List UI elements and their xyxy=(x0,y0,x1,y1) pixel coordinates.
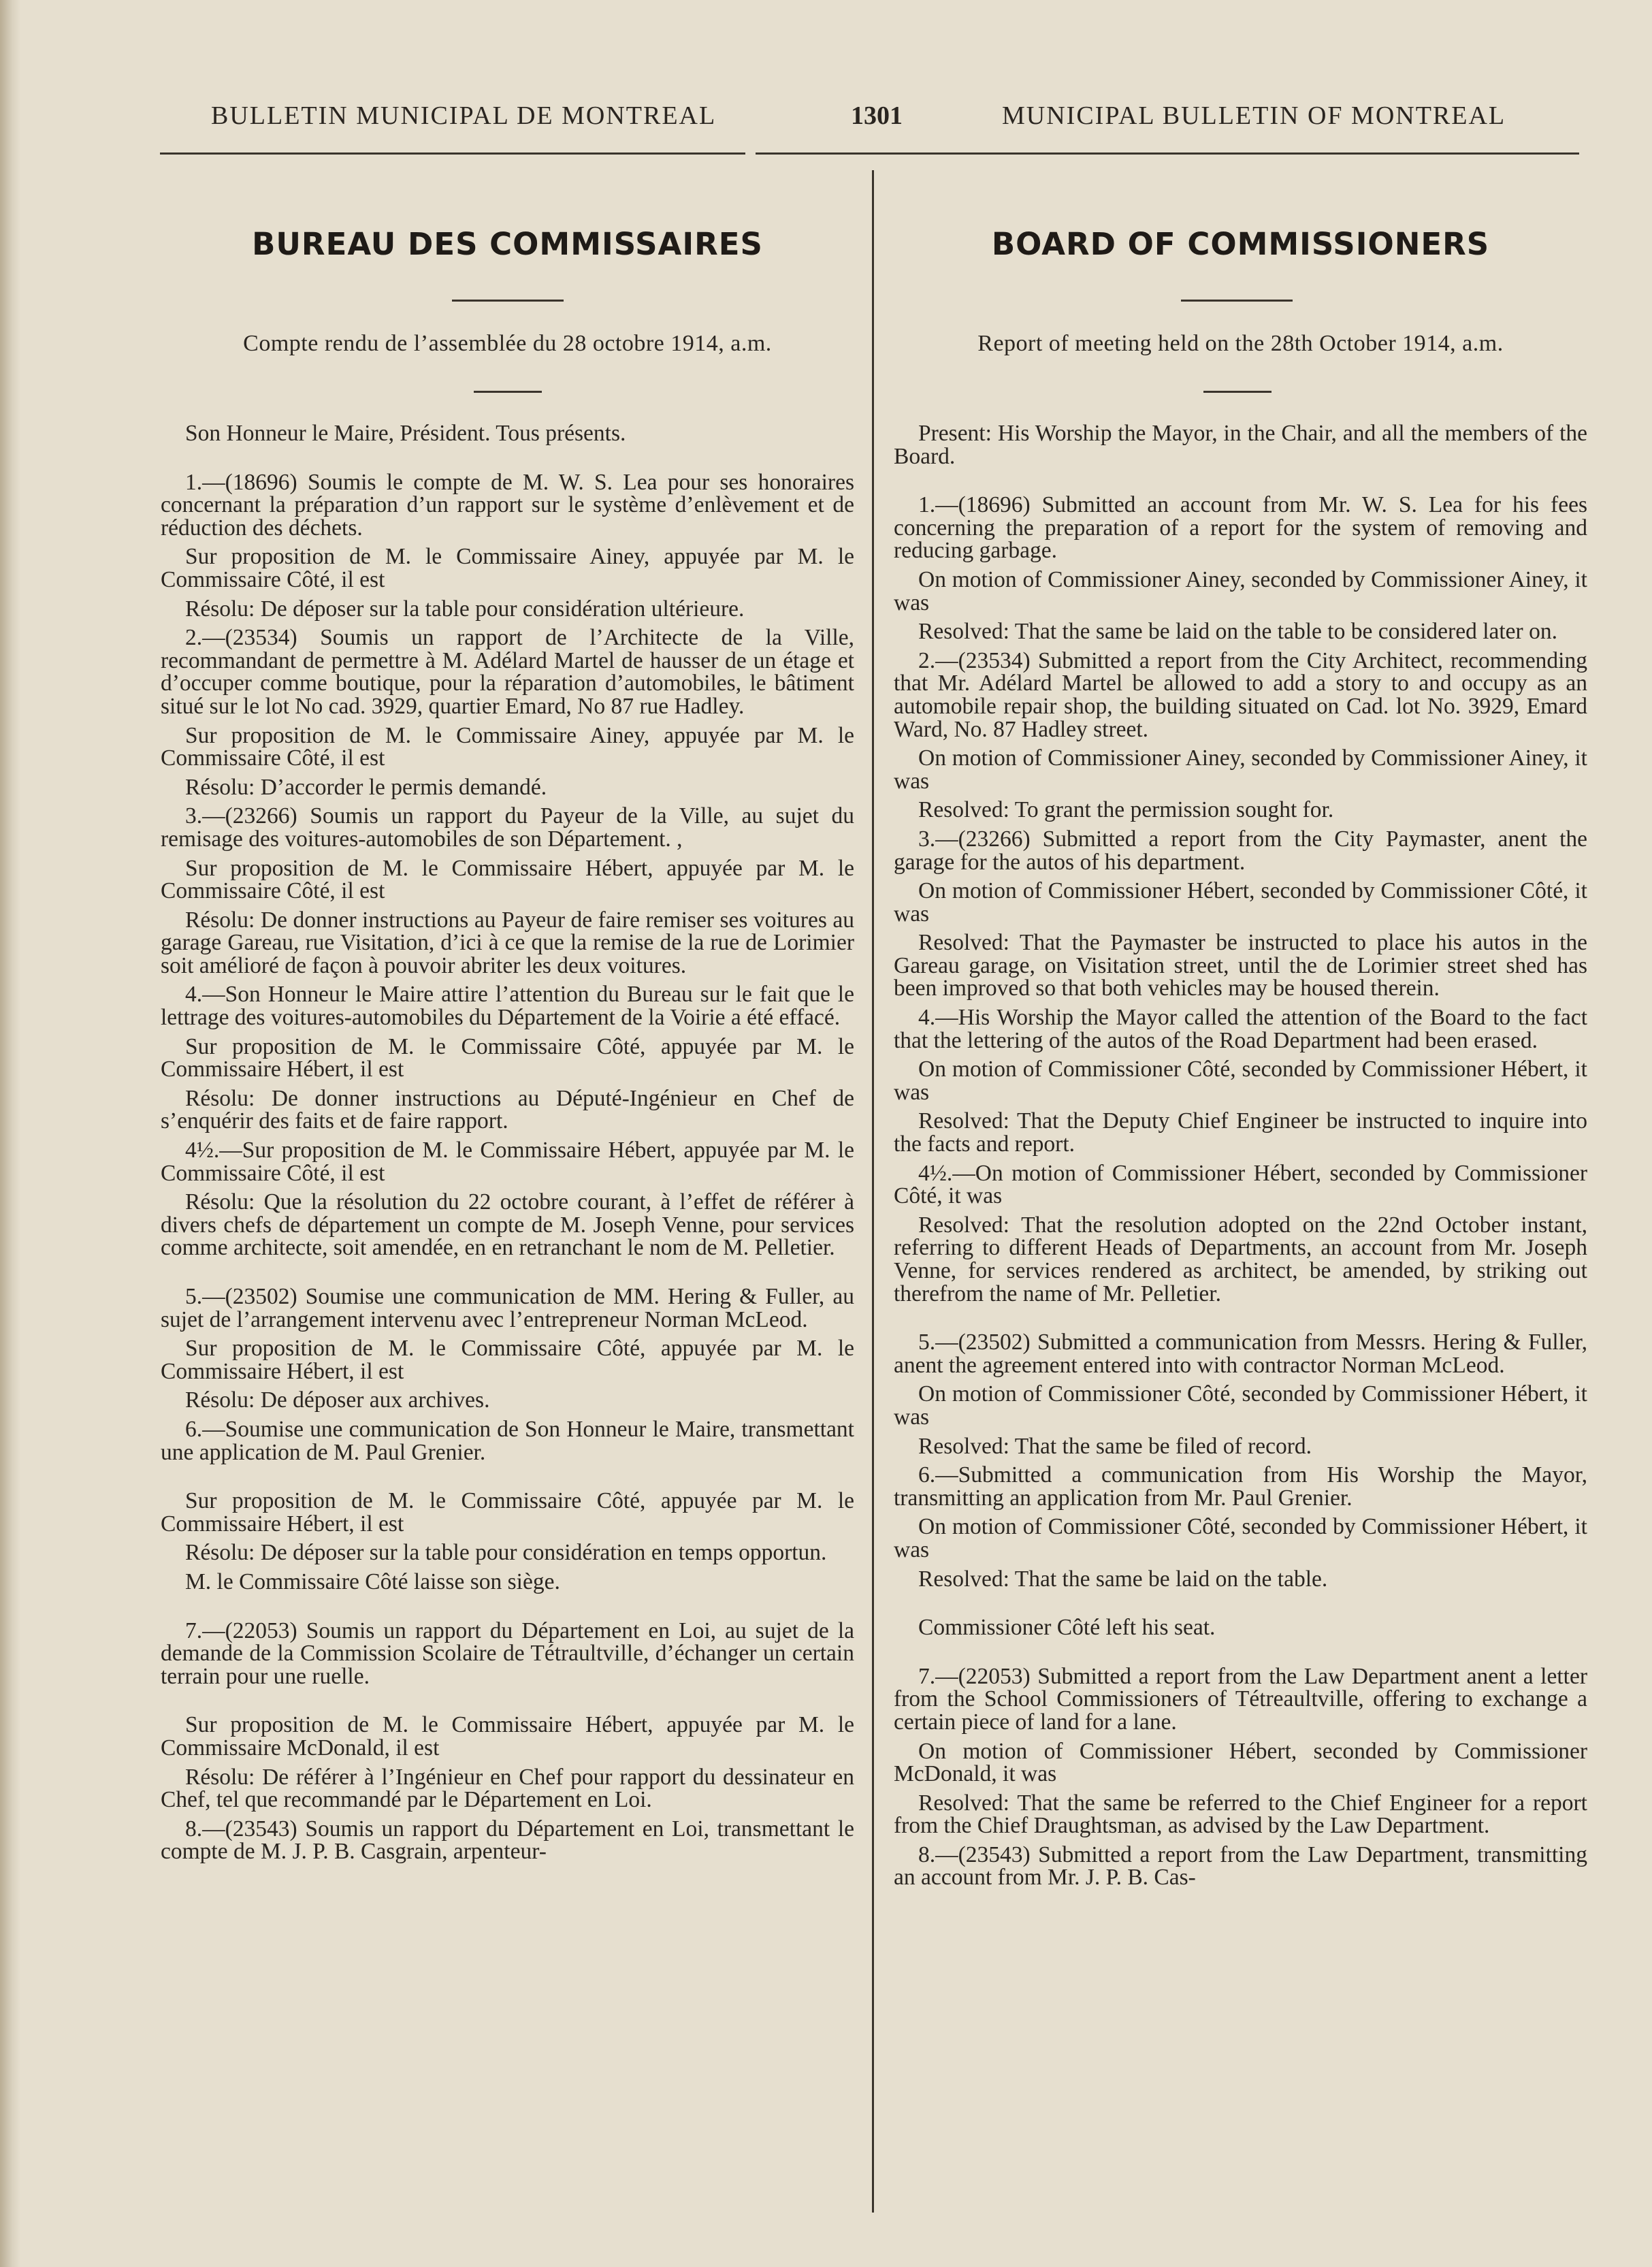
minutes-paragraph: 7.—(22053) Submitted a report from the Law Department anent a letter from the School Commissioners of Tétreaultville, offering to exchange a certain piece of land for a lane. xyxy=(894,1663,1587,1735)
minutes-paragraph: Résolu: De déposer aux archives. xyxy=(185,1387,490,1413)
minutes-paragraph: Résolu: Que la résolution du 22 octobre courant, à l’effet de référer à divers chefs de département un compte de M. Joseph Venne, pour services comme architecte, soit amendée, en en retranchant le nom de M. Pelletier. xyxy=(161,1189,854,1261)
minutes-paragraph: Resolved: That the same be referred to the Chief Engineer for a report from the Chief Draughtsman, as advised by the Law Department. xyxy=(894,1790,1587,1839)
minutes-paragraph: 5.—(23502) Soumise une communication de MM. Hering & Fuller, au sujet de l’arrangement intervenu avec l’entrepreneur Norman McLeod. xyxy=(161,1284,854,1332)
title-rule xyxy=(1181,300,1293,302)
minutes-paragraph: 5.—(23502) Submitted a communication from Messrs. Hering & Fuller, anent the agreement entered into with contractor Norman McLeod. xyxy=(894,1330,1587,1378)
header-french-title: BULLETIN MUNICIPAL DE MONTREAL xyxy=(211,101,717,130)
page-number: 1301 xyxy=(851,101,903,130)
column-divider xyxy=(872,170,874,2213)
minutes-paragraph: Sur proposition de M. le Commissaire Côté, appuyée par M. le Commissaire Hébert, il est xyxy=(161,1336,854,1384)
minutes-paragraph: On motion of Commissioner Hébert, seconded by Commissioner Côté, it was xyxy=(894,878,1587,927)
minutes-paragraph: Résolu: De référer à l’Ingénieur en Chef pour rapport du dessinateur en Chef, tel que recommandé par le Département en Loi. xyxy=(161,1764,854,1813)
minutes-paragraph: Sur proposition de M. le Commissaire Hébert, appuyée par M. le Commissaire McDonald, il est xyxy=(161,1712,854,1760)
minutes-paragraph: 1.—(18696) Soumis le compte de M. W. S. Lea pour ses honoraires concernant la préparation d’un rapport sur le système d’enlèvement et de réduction des déchets. xyxy=(161,469,854,541)
minutes-paragraph: Son Honneur le Maire, Président. Tous présents. xyxy=(185,421,626,446)
minutes-paragraph: Résolu: De donner instructions au Député-Ingénieur en Chef de s’enquérir des faits et de faire rapport. xyxy=(161,1085,854,1134)
title-rule xyxy=(452,300,564,302)
minutes-paragraph: 4½.—Sur proposition de M. le Commissaire Hébert, appuyée par M. le Commissaire Côté, il est xyxy=(161,1138,854,1186)
minutes-paragraph: 1.—(18696) Submitted an account from Mr. W. S. Lea for his fees concerning the preparation of a report for the system of removing and reducing garbage. xyxy=(894,492,1587,564)
minutes-paragraph: 4½.—On motion of Commissioner Hébert, seconded by Commissioner Côté, it was xyxy=(894,1160,1587,1209)
minutes-paragraph: Resolved: That the same be laid on the table to be considered later on. xyxy=(918,619,1557,645)
minutes-paragraph: Sur proposition de M. le Commissaire Ainey, appuyée par M. le Commissaire Côté, il est xyxy=(161,544,854,592)
minutes-paragraph: Resolved: That the resolution adopted on the 22nd October instant, referring to different Heads of Departments, an account from Mr. Joseph Venne, for services rendered as architect, be amended, by striking out therefrom the name of Mr. Pelletier. xyxy=(894,1212,1587,1306)
minutes-paragraph: On motion of Commissioner Côté, seconded by Commissioner Hébert, it was xyxy=(894,1514,1587,1562)
minutes-paragraph: 2.—(23534) Submitted a report from the City Architect, recommending that Mr. Adélard Martel be allowed to add a story to and occupy as an automobile repair shop, the building situated on Cad. lot No. 3929, Emard Ward, No. 87 Hadley street. xyxy=(894,647,1587,742)
minutes-paragraph: On motion of Commissioner Côté, seconded by Commissioner Hébert, it was xyxy=(894,1381,1587,1430)
subtitle-rule xyxy=(1203,391,1272,393)
minutes-paragraph: Résolu: D’accorder le permis demandé. xyxy=(185,774,547,800)
subtitle-rule xyxy=(474,391,542,393)
french-meeting-subtitle: Compte rendu de l’assemblée du 28 octobre 1914, a.m. xyxy=(243,331,772,356)
minutes-paragraph: Resolved: That the same be laid on the table. xyxy=(918,1566,1328,1592)
minutes-paragraph: 2.—(23534) Soumis un rapport de l’Architecte de la Ville, recommandant de permettre à M. Adélard Martel de hausser de un étage et d’occuper comme boutique, pour la réparation d’automobiles, le bâtiment situé sur le lot No cad. 3929, quartier Emard, No 87 rue Hadley. xyxy=(161,625,854,719)
english-minutes-body xyxy=(894,422,1587,1895)
minutes-paragraph: Resolved: That the same be filed of record. xyxy=(918,1433,1312,1459)
minutes-paragraph: On motion of Commissioner Ainey, seconded by Commissioner Ainey, it was xyxy=(894,745,1587,794)
minutes-paragraph: Résolu: De déposer sur la table pour considération ultérieure. xyxy=(185,596,745,622)
minutes-paragraph: Resolved: To grant the permission sought for. xyxy=(918,797,1334,823)
minutes-paragraph: Sur proposition de M. le Commissaire Côté, appuyée par M. le Commissaire Hébert, il est xyxy=(161,1488,854,1537)
minutes-paragraph: 4.—His Worship the Mayor called the attention of the Board to the fact that the lettering of the autos of the Road Department had been erased. xyxy=(894,1005,1587,1053)
minutes-paragraph: Resolved: That the Deputy Chief Engineer be instructed to inquire into the facts and report. xyxy=(894,1108,1587,1157)
header-english-title: MUNICIPAL BULLETIN OF MONTREAL xyxy=(1002,101,1506,130)
minutes-paragraph: Sur proposition de M. le Commissaire Hébert, appuyée par M. le Commissaire Côté, il est xyxy=(161,855,854,904)
page-binding-edge xyxy=(0,0,20,2267)
minutes-paragraph: Sur proposition de M. le Commissaire Côté, appuyée par M. le Commissaire Hébert, il est xyxy=(161,1033,854,1082)
english-section-title: BOARD OF COMMISSIONERS xyxy=(991,226,1490,262)
minutes-paragraph: On motion of Commissioner Côté, seconded by Commissioner Hébert, it was xyxy=(894,1057,1587,1105)
minutes-paragraph: 3.—(23266) Soumis un rapport du Payeur de la Ville, au sujet du remisage des voitures-automobiles de son Département. , xyxy=(161,803,854,852)
minutes-paragraph: Sur proposition de M. le Commissaire Ainey, appuyée par M. le Commissaire Côté, il est xyxy=(161,722,854,771)
minutes-paragraph: 6.—Soumise une communication de Son Honneur le Maire, transmettant une application de M. Paul Grenier. xyxy=(161,1416,854,1465)
french-minutes-body xyxy=(161,422,854,1869)
header-rule-right xyxy=(756,152,1579,155)
minutes-paragraph: 6.—Submitted a communication from His Worship the Mayor, transmitting an application from Mr. Paul Grenier. xyxy=(894,1462,1587,1511)
minutes-paragraph: 8.—(23543) Submitted a report from the Law Department, transmitting an account from Mr. J. P. B. Cas- xyxy=(894,1842,1587,1891)
french-section-title: BUREAU DES COMMISSAIRES xyxy=(252,226,763,262)
minutes-paragraph: On motion of Commissioner Hébert, seconded by Commissioner McDonald, it was xyxy=(894,1738,1587,1787)
minutes-paragraph: 8.—(23543) Soumis un rapport du Département en Loi, transmettant le compte de M. J. P. B. Casgrain, arpenteur- xyxy=(161,1816,854,1865)
minutes-paragraph: Résolu: De déposer sur la table pour considération en temps opportun. xyxy=(185,1540,827,1566)
minutes-paragraph: Résolu: De donner instructions au Payeur de faire remiser ses voitures au garage Gareau, rue Visitation, d’ici à ce que la remise de la rue de Lorimier soit amélioré de façon à pouvoir abriter les deux voitures. xyxy=(161,907,854,978)
minutes-paragraph: On motion of Commissioner Ainey, seconded by Commissioner Ainey, it was xyxy=(894,566,1587,615)
minutes-paragraph: Commissioner Côté left his seat. xyxy=(918,1615,1216,1641)
minutes-paragraph: Present: His Worship the Mayor, in the Chair, and all the members of the Board. xyxy=(894,421,1587,469)
minutes-paragraph: M. le Commissaire Côté laisse son siège. xyxy=(185,1569,560,1594)
minutes-paragraph: Resolved: That the Paymaster be instructed to place his autos in the Gareau garage, on Visitation street, until the de Lorimier street shed has been improved so that both vehicles may be housed therein. xyxy=(894,930,1587,1001)
minutes-paragraph: 4.—Son Honneur le Maire attire l’attention du Bureau sur le fait que le lettrage des voitures-automobiles du Département de la Voirie a été effacé. xyxy=(161,982,854,1031)
minutes-paragraph: 3.—(23266) Submitted a report from the City Paymaster, anent the garage for the autos of his department. xyxy=(894,826,1587,875)
english-meeting-subtitle: Report of meeting held on the 28th October 1914, a.m. xyxy=(977,331,1504,356)
minutes-paragraph: 7.—(22053) Soumis un rapport du Département en Loi, au sujet de la demande de la Commission Scolaire de Tétraultville, d’échanger un certain terrain pour une ruelle. xyxy=(161,1618,854,1689)
header-rule-left xyxy=(160,152,745,155)
